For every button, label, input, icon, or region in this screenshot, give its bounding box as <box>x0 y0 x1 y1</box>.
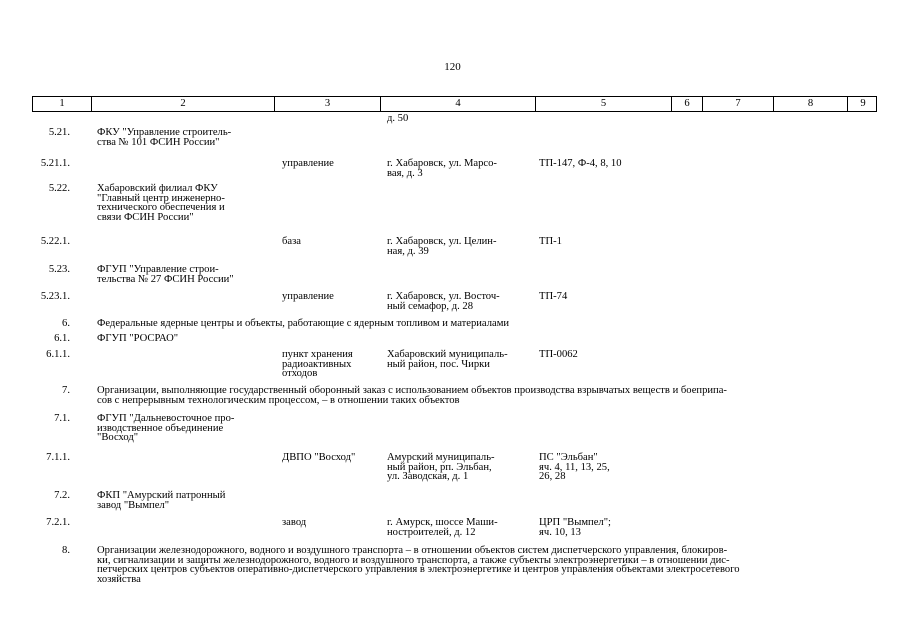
object-name: ДВПО "Восход" <box>282 452 356 463</box>
row-number: 7.2. <box>54 490 70 501</box>
organization-name: ФГУП "Дальневосточное про- изводственное объединение "Восход" <box>97 413 235 444</box>
object-name: пункт хранения радиоактивных отходов <box>282 349 353 380</box>
page-number: 120 <box>444 61 461 73</box>
organization-name: ФКП "Амурский патронный завод "Вымпел" <box>97 490 226 511</box>
organization-name: ФГУП "Управление строи- тельства № 27 ФСИН России" <box>97 264 234 285</box>
power-source: ТП-147, Ф-4, 8, 10 <box>539 158 622 169</box>
row-number: 5.23. <box>48 264 70 275</box>
power-source: ПС "Эльбан" яч. 4, 11, 13, 25, 26, 28 <box>539 452 610 483</box>
header-col-7: 7 <box>703 97 774 111</box>
header-col-8: 8 <box>774 97 848 111</box>
object-address: г. Хабаровск, ул. Марсо- вая, д. 3 <box>387 158 497 179</box>
row-number: 7. <box>62 385 70 396</box>
row-number: 5.22. <box>48 183 70 194</box>
organization-name: ФКУ "Управление строитель- ства № 101 ФСИН России" <box>97 127 232 148</box>
object-address: Хабаровский муниципаль- ный район, пос. Чирки <box>387 349 508 370</box>
power-source: ТП-1 <box>539 236 562 247</box>
organization-name: ФГУП "РОСРАО" <box>97 333 179 344</box>
header-col-9: 9 <box>860 98 866 109</box>
power-source: ТП-0062 <box>539 349 578 360</box>
object-address: г. Хабаровск, ул. Целин- ная, д. 39 <box>387 236 497 257</box>
row-number: 6. <box>62 318 70 329</box>
object-name: завод <box>282 517 307 528</box>
object-address: г. Хабаровск, ул. Восточ- ный семафор, д. 28 <box>387 291 500 312</box>
object-name: управление <box>282 158 334 169</box>
header-col-1: 1 <box>33 97 92 111</box>
continuation-address: д. 50 <box>387 113 409 124</box>
header-col-5: 5 <box>536 97 672 111</box>
object-address: г. Амурск, шоссе Маши- ностроителей, д. 12 <box>387 517 498 538</box>
section-title: Организации, выполняющие государственный оборонный заказ с использованием объектов производства взрывчатых веществ и боеприпа- сов с непрерывным технологическим процессом, – в отношении таких объектов <box>97 385 727 406</box>
organization-name: Хабаровский филиал ФКУ "Главный центр инженерно- технического обеспечения и связи ФСИН России" <box>97 183 225 223</box>
header-col-3: 3 <box>275 97 381 111</box>
object-address: Амурский муниципаль- ный район, рп. Эльбан, ул. Заводская, д. 1 <box>387 452 495 483</box>
power-source: ТП-74 <box>539 291 568 302</box>
row-number: 5.23.1. <box>40 291 70 302</box>
header-col-2: 2 <box>92 97 275 111</box>
row-number: 5.21.1. <box>40 158 70 169</box>
section-title: Федеральные ядерные центры и объекты, работающие с ядерным топливом и материалами <box>97 318 510 329</box>
power-source: ЦРП "Вымпел"; яч. 10, 13 <box>539 517 611 538</box>
row-number: 7.2.1. <box>46 517 70 528</box>
header-col-4: 4 <box>381 97 536 111</box>
object-name: управление <box>282 291 334 302</box>
row-number: 6.1.1. <box>46 349 70 360</box>
row-number: 7.1.1. <box>46 452 70 463</box>
row-number: 7.1. <box>54 413 70 424</box>
row-number: 5.22.1. <box>40 236 70 247</box>
row-number: 6.1. <box>54 333 70 344</box>
row-number: 5.21. <box>48 127 70 138</box>
object-name: база <box>282 236 301 247</box>
section-title: Организации железнодорожного, водного и воздушного транспорта – в отношении объектов систем диспетчерского управления, блокиров- ки, сигнализации и защиты железнодорожного, водного и воздушного транспорта, а также субъекты электроэнергетики – в отношении дис- петчерских центров субъектов оперативно-диспетчерского управления в электроэнергетике и центров управления объектами электросетевого хозяйства <box>97 545 740 585</box>
table-header-row <box>32 96 877 112</box>
header-col-6: 6 <box>672 97 703 111</box>
row-number: 8. <box>62 545 70 556</box>
